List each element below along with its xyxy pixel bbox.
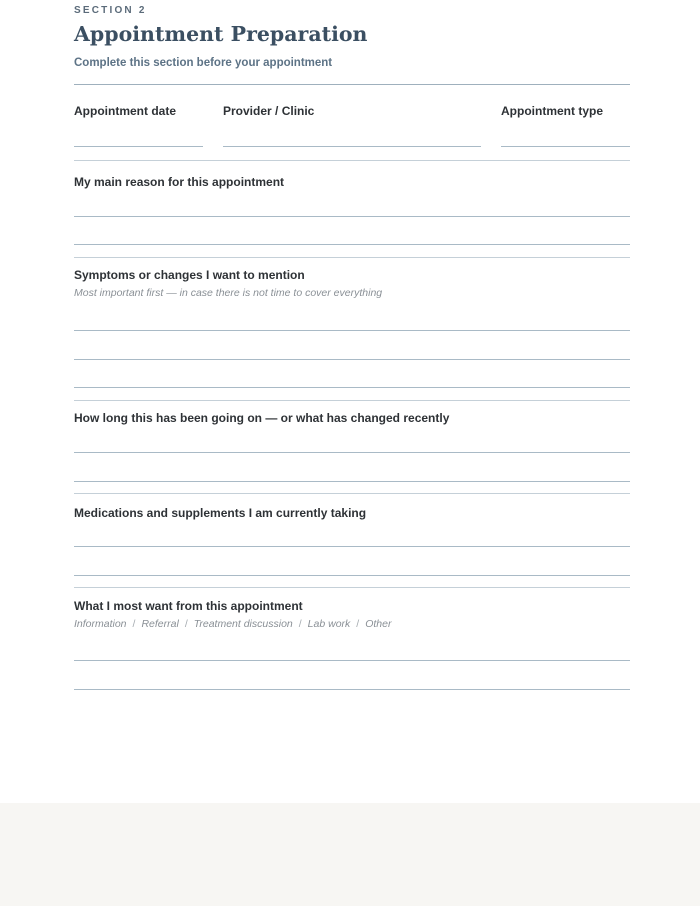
section-divider	[74, 257, 630, 258]
main-reason-line-2[interactable]	[74, 232, 630, 245]
option-separator: /	[356, 618, 360, 630]
provider-clinic-field[interactable]	[223, 134, 481, 147]
page-title: Appointment Preparation	[74, 22, 368, 46]
option-separator: /	[184, 618, 188, 630]
goal-option-treatment-discussion: Treatment discussion	[193, 618, 293, 630]
header-divider	[74, 84, 630, 85]
appointment-date-label: Appointment date	[74, 104, 176, 118]
appointment-type-field[interactable]	[501, 134, 630, 147]
goal-option-referral: Referral	[141, 618, 179, 630]
symptoms-line-1[interactable]	[74, 318, 630, 331]
goal-option-other: Other	[365, 618, 392, 630]
goals-options	[74, 618, 391, 630]
page-subtitle: Complete this section before your appointment	[74, 57, 333, 69]
option-separator: /	[298, 618, 302, 630]
symptoms-line-3[interactable]	[74, 375, 630, 388]
option-separator: /	[132, 618, 136, 630]
symptoms-label: Symptoms or changes I want to mention	[74, 268, 305, 282]
provider-clinic-label: Provider / Clinic	[223, 104, 315, 118]
medications-label: Medications and supplements I am currently taking	[74, 506, 367, 520]
duration-label: How long this has been going on — or what has changed recently	[74, 411, 450, 425]
goals-line-2[interactable]	[74, 677, 630, 690]
section-divider	[74, 400, 630, 401]
main-reason-line-1[interactable]	[74, 204, 630, 217]
symptoms-line-2[interactable]	[74, 347, 630, 360]
section-divider	[74, 160, 630, 161]
goal-option-information: Information	[74, 618, 127, 630]
appointment-type-label: Appointment type	[501, 104, 603, 118]
section-eyebrow: SECTION 2	[74, 5, 147, 16]
goals-line-1[interactable]	[74, 648, 630, 661]
goals-label: What I most want from this appointment	[74, 599, 303, 613]
main-reason-label: My main reason for this appointment	[74, 175, 285, 189]
appointment-date-field[interactable]	[74, 134, 203, 147]
goal-option-lab-work: Lab work	[307, 618, 351, 630]
section-divider	[74, 587, 630, 588]
duration-line-1[interactable]	[74, 440, 630, 453]
section-divider	[74, 493, 630, 494]
medications-line-1[interactable]	[74, 534, 630, 547]
medications-line-2[interactable]	[74, 563, 630, 576]
duration-line-2[interactable]	[74, 469, 630, 482]
symptoms-hint: Most important first — in case there is not time to cover everything	[74, 287, 383, 299]
